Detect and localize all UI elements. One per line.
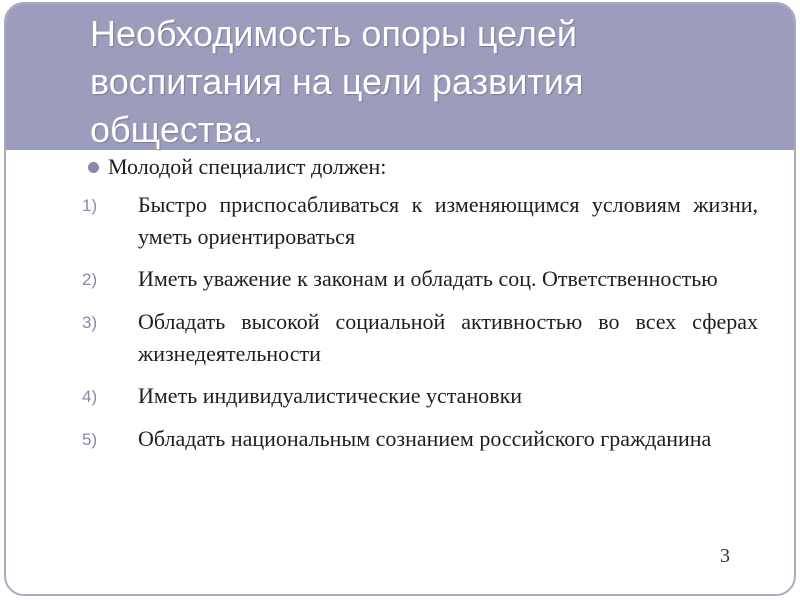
requirements-list [82, 189, 758, 466]
intro-text: Молодой специалист должен: [108, 154, 387, 179]
list-item [82, 306, 758, 370]
slide-title: Необходимость опоры целей воспитания на цели развития общества. [90, 13, 584, 150]
item-number: 2) [82, 270, 98, 289]
list-item [82, 380, 758, 413]
page-number: 3 [720, 545, 730, 567]
slide-frame [4, 2, 796, 596]
item-number: 5) [82, 430, 98, 449]
title-band [6, 4, 794, 150]
item-number: 4) [82, 387, 98, 406]
item-text: Обладать национальным сознанием российского гражданина [138, 426, 712, 451]
list-item [82, 189, 758, 253]
item-text: Быстро приспосабливаться к изменяющимся условиям жизни, уметь ориентироваться [138, 192, 758, 249]
item-text: Иметь уважение к законам и обладать соц. Ответственностью [138, 266, 718, 291]
item-text: Обладать высокой социальной активностью во всех сферах жизнедеятельности [138, 309, 758, 366]
item-text: Иметь индивидуалистические установки [138, 383, 523, 408]
list-item [82, 263, 758, 296]
list-item [82, 423, 758, 456]
bullet-dot-icon [88, 162, 99, 173]
item-number: 1) [82, 196, 98, 215]
intro-line [86, 150, 766, 184]
item-number: 3) [82, 313, 98, 332]
